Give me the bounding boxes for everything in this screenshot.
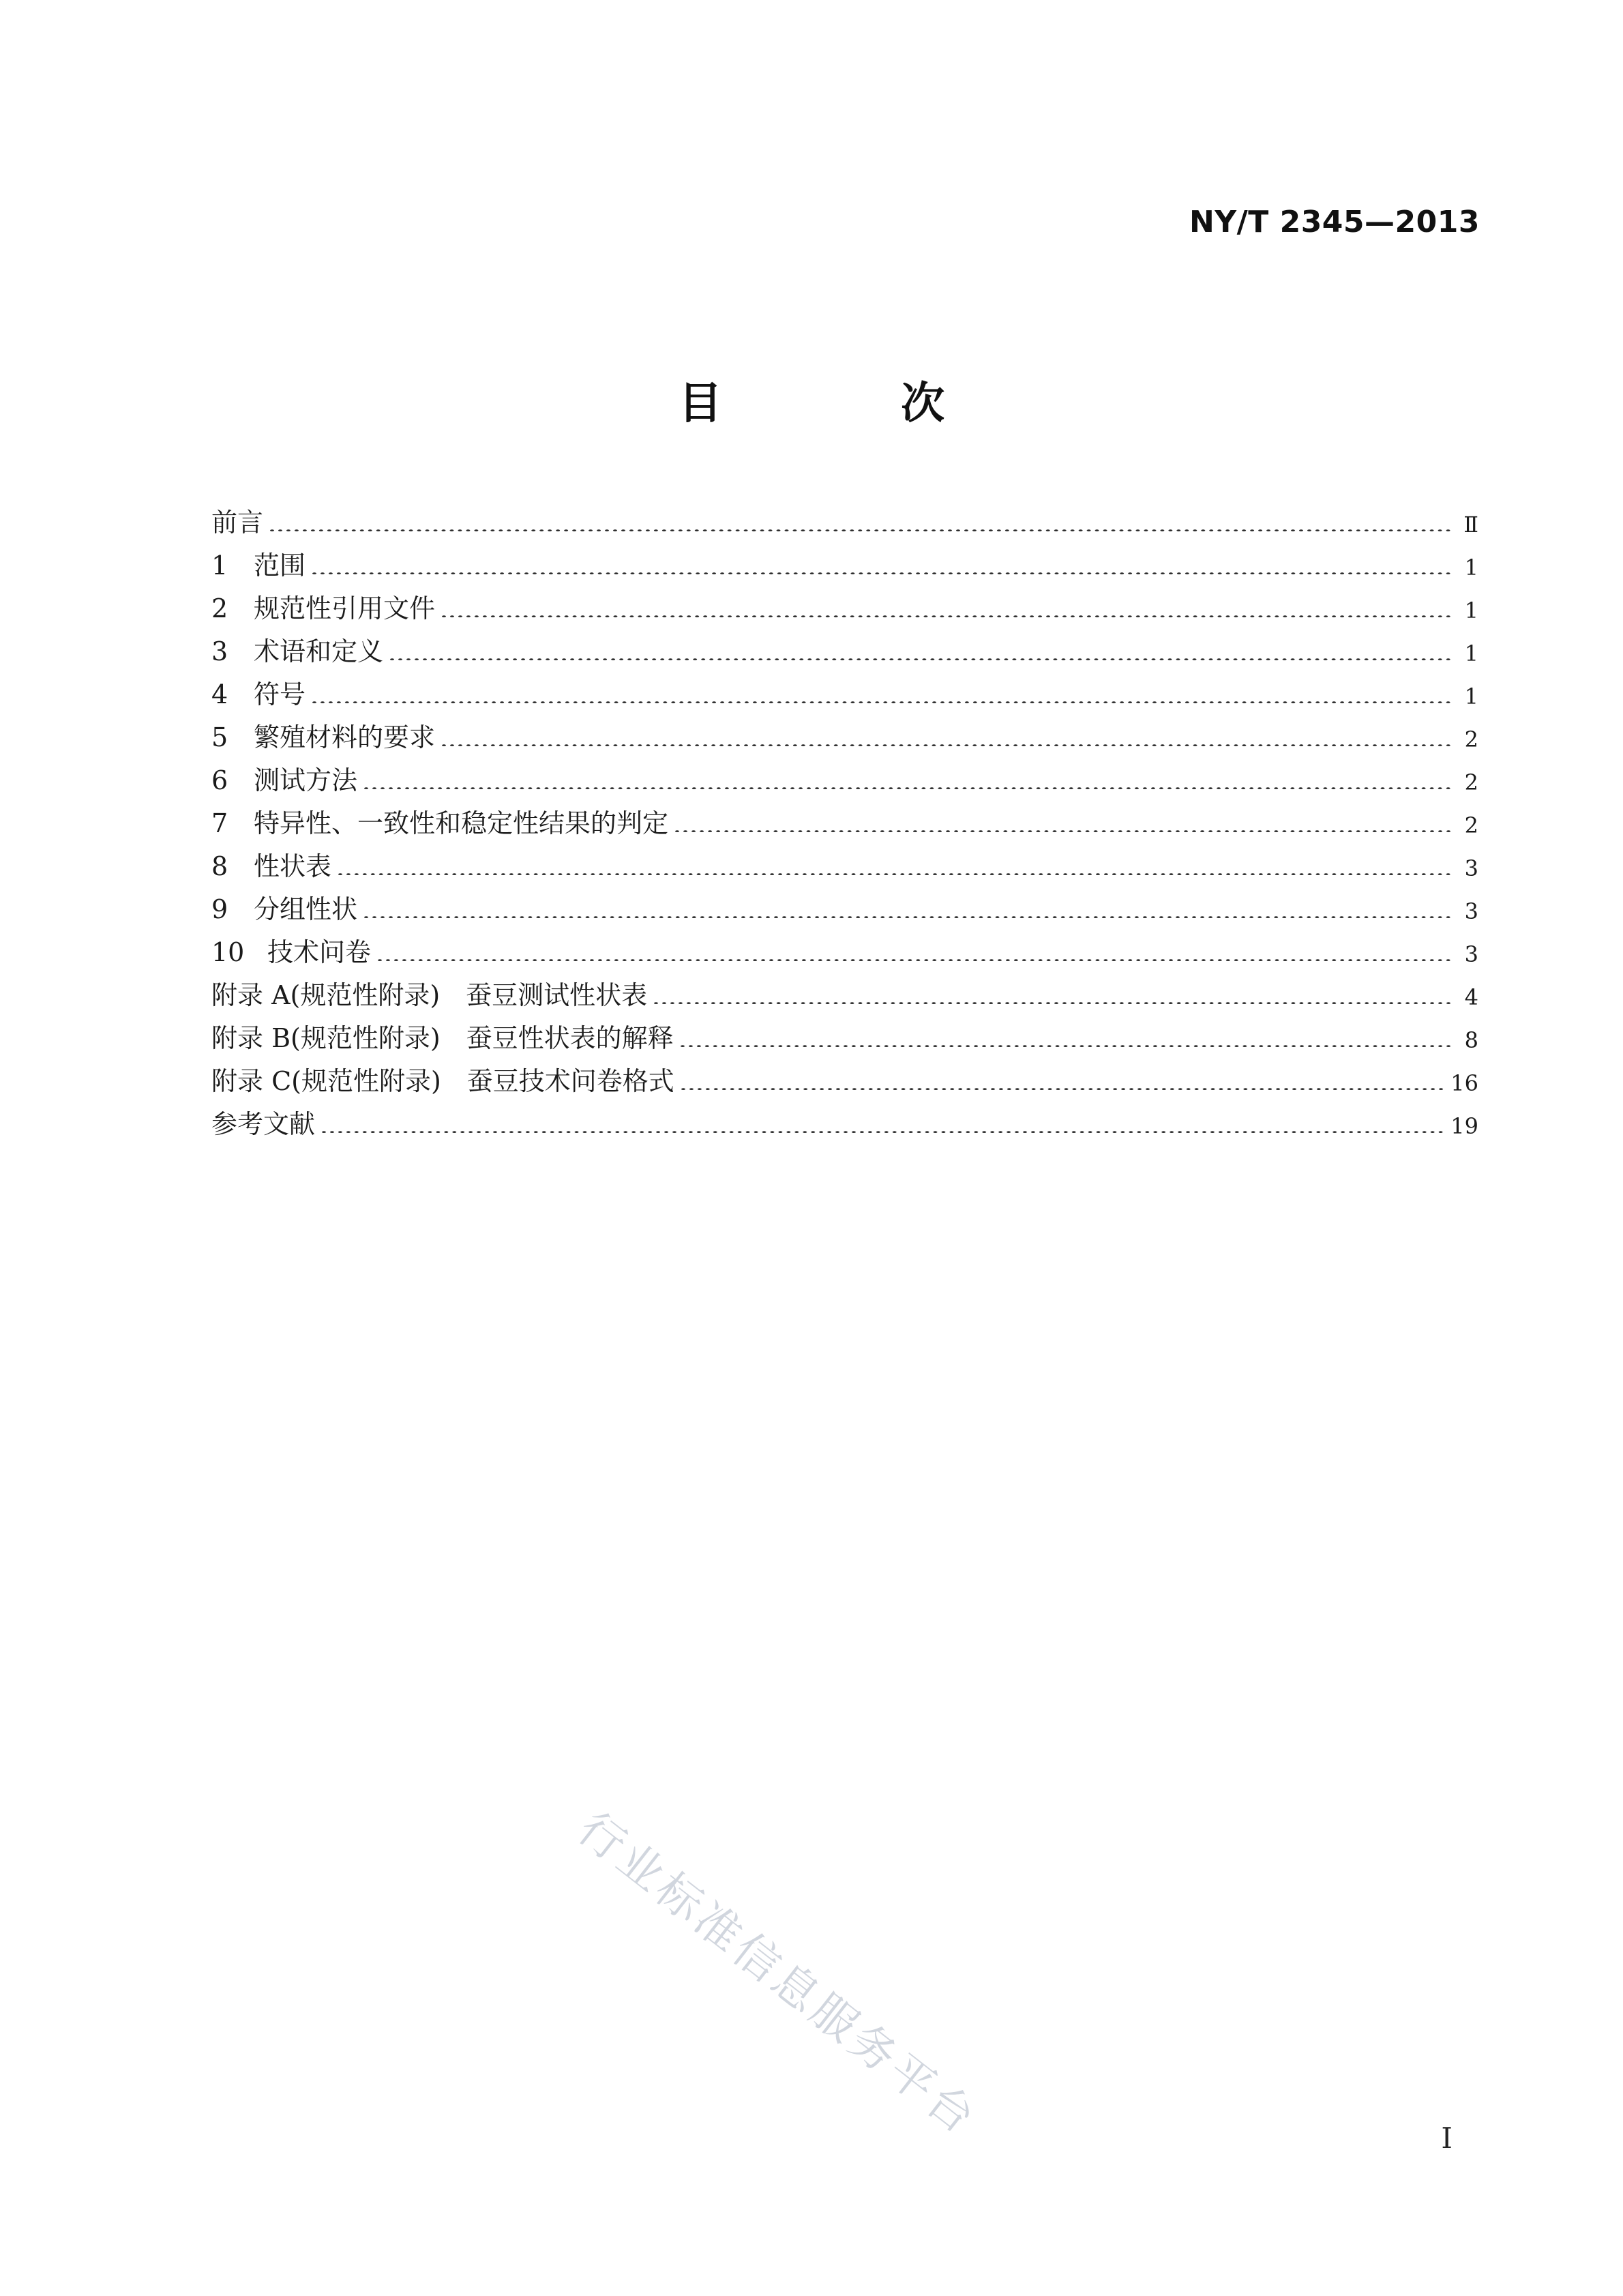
toc-entry-page: 2	[1464, 726, 1478, 752]
toc-entry-page: 1	[1464, 683, 1478, 709]
toc-entry-6[interactable]	[211, 750, 1478, 793]
toc-entry-page: 1	[1464, 598, 1478, 623]
toc-leader-dots	[675, 830, 1451, 832]
toc-entry-label: 特异性、一致性和稳定性结果的判定	[254, 808, 669, 838]
toc-entry-5[interactable]	[211, 707, 1478, 750]
page-number: I	[1441, 2121, 1453, 2155]
toc-entry-label: 性状表	[254, 851, 332, 881]
toc-entry-page: 1	[1464, 641, 1478, 666]
toc-entry-page: 3	[1464, 898, 1478, 924]
toc-leader-dots	[312, 572, 1451, 574]
toc-leader-dots	[364, 916, 1451, 918]
toc-leader-dots	[338, 873, 1451, 875]
toc-leader-dots	[364, 787, 1451, 789]
toc-entry-9[interactable]	[211, 879, 1478, 922]
toc-entry-number: 2	[211, 593, 228, 623]
toc-entry-label: 技术问卷	[267, 937, 372, 967]
toc-entry-page: 16	[1450, 1070, 1478, 1096]
toc-entry-annex-c[interactable]	[211, 1051, 1478, 1094]
toc-entry-label: 规范性引用文件	[254, 593, 436, 623]
toc-entry-label: 附录 C(规范性附录) 蚕豆技术问卷格式	[211, 1066, 674, 1096]
watermark: 行业标准信息服务平台	[568, 1801, 988, 2146]
toc-entry-number: 1	[211, 550, 228, 580]
toc-entry-4[interactable]	[211, 664, 1478, 707]
toc-entry-label: 参考文献	[211, 1109, 316, 1139]
toc-leader-dots	[442, 744, 1451, 746]
toc-entry-number: 6	[211, 765, 228, 795]
toc-leader-dots	[681, 1045, 1451, 1047]
toc-leader-dots	[270, 529, 1451, 531]
toc-entry-foreword[interactable]	[211, 492, 1478, 538]
toc-entry-number: 4	[211, 679, 228, 709]
toc-entry-label: 附录 B(规范性附录) 蚕豆性状表的解释	[211, 1023, 674, 1053]
toc-entry-label: 繁殖材料的要求	[254, 722, 436, 752]
toc-leader-dots	[378, 959, 1451, 961]
toc-leader-dots	[681, 1088, 1444, 1090]
toc-entry-number: 3	[211, 636, 228, 666]
toc-entry-page: 8	[1464, 1027, 1478, 1053]
toc-entry-number: 5	[211, 722, 228, 752]
toc-entry-label: 术语和定义	[254, 636, 384, 666]
toc-entry-number: 10	[211, 937, 245, 967]
toc-entry-label: 测试方法	[254, 765, 358, 795]
toc-entry-page: 1	[1464, 555, 1478, 580]
toc-entry-number: 7	[211, 808, 228, 838]
toc-entry-1[interactable]	[211, 535, 1478, 578]
toc-leader-dots	[654, 1002, 1451, 1004]
toc-entry-bibliography[interactable]	[211, 1094, 1478, 1137]
toc-leader-dots	[442, 615, 1451, 617]
toc-entry-annex-a[interactable]	[211, 965, 1478, 1008]
toc-entry-page: 2	[1464, 769, 1478, 795]
toc-entry-label: 附录 A(规范性附录) 蚕豆测试性状表	[211, 980, 648, 1010]
table-of-contents	[211, 492, 1478, 1137]
toc-entry-page: 3	[1464, 941, 1478, 967]
toc-entry-2[interactable]	[211, 578, 1478, 621]
toc-entry-label: 范围	[254, 550, 306, 580]
toc-entry-label: 分组性状	[254, 894, 358, 924]
toc-entry-7[interactable]	[211, 793, 1478, 836]
toc-entry-label: 前言	[211, 507, 264, 538]
toc-entry-10[interactable]	[211, 922, 1478, 965]
toc-entry-page: 3	[1464, 855, 1478, 881]
toc-entry-page: 2	[1464, 812, 1478, 838]
toc-entry-3[interactable]	[211, 621, 1478, 664]
toc-title: 目 次	[678, 379, 1027, 429]
toc-entry-number: 8	[211, 851, 228, 881]
standard-code: NY/T 2345—2013	[1189, 205, 1480, 239]
toc-entry-annex-b[interactable]	[211, 1008, 1478, 1051]
toc-entry-label: 符号	[254, 679, 306, 709]
toc-entry-page: 4	[1464, 984, 1478, 1010]
toc-leader-dots	[322, 1131, 1444, 1133]
toc-entry-page: Ⅱ	[1463, 512, 1478, 538]
toc-leader-dots	[312, 701, 1451, 703]
toc-entry-number: 9	[211, 894, 228, 924]
toc-entry-page: 19	[1450, 1113, 1478, 1139]
toc-entry-8[interactable]	[211, 836, 1478, 879]
toc-leader-dots	[390, 658, 1451, 660]
